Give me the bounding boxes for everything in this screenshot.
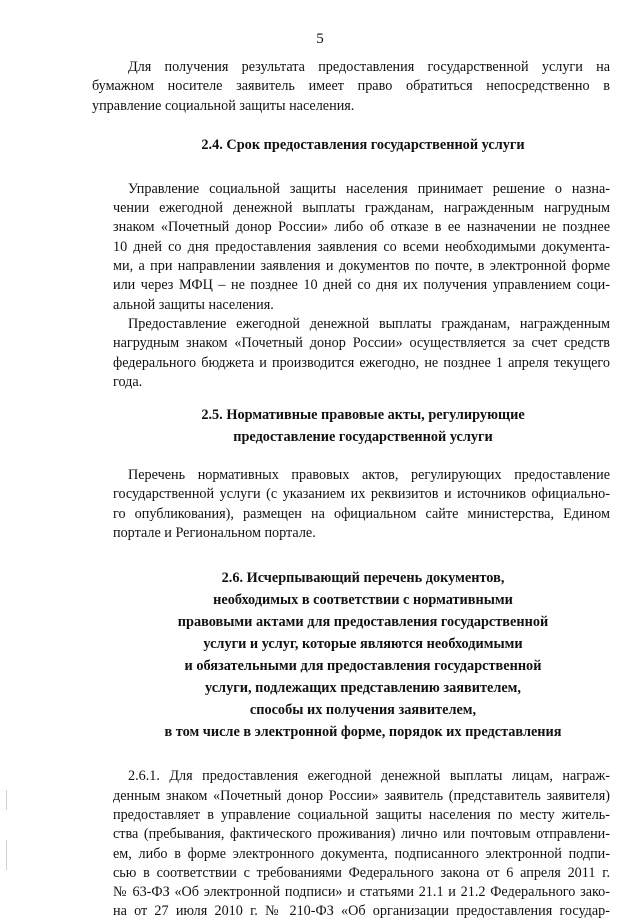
text-line: предоставляет в управление социальной защиты населения по месту житель- <box>113 806 610 823</box>
text-line: ми, а при направлении заявления и документов по почте, в электронной форме <box>113 258 610 275</box>
heading-line: услуги, подлежащих представлению заявителем, <box>205 680 521 697</box>
heading-line: 2.5. Нормативные правовые акты, регулирующие <box>201 407 525 424</box>
text-line: Перечень нормативных правовых актов, регулирующих предоставление <box>128 467 610 484</box>
heading-line: предоставление государственной услуги <box>233 429 493 446</box>
page-number: 5 <box>316 31 324 47</box>
heading-line: услуги и услуг, которые являются необходимыми <box>203 636 523 653</box>
heading-line: в том числе в электронной форме, порядок их представления <box>164 724 562 741</box>
text-line: альной защиты населения. <box>113 296 274 313</box>
heading-line: и обязательными для предоставления государственной <box>184 658 542 675</box>
text-line: на от 27 июля 2010 г. № 210-ФЗ «Об организации предоставления государ- <box>113 903 610 920</box>
text-line: портале и Региональном портале. <box>113 525 316 542</box>
text-line: № 63-ФЗ «Об электронной подписи» и статьями 21.1 и 21.2 Федерального зако- <box>113 884 610 901</box>
text-line: или через МФЦ – не позднее 10 дней со дня их получения управлением соци- <box>113 277 610 294</box>
text-line: Предоставление ежегодной денежной выплаты гражданам, награжденным <box>128 315 610 332</box>
text-line: управление социальной защиты населения. <box>92 97 355 114</box>
text-line: 10 дней со дня предоставления заявления со всеми необходимыми документа- <box>113 238 610 255</box>
paragraph <box>113 180 610 315</box>
text-line: денным знаком «Почетный донор России» заявитель (представитель заявителя) <box>113 787 610 804</box>
paragraph <box>113 466 610 543</box>
text-line: чении ежегодной денежной выплаты гражданам, награжденным нагрудным <box>113 200 610 217</box>
scan-artifact <box>6 790 7 810</box>
section-heading-2-4: 2.4. Срок предоставления государственной услуги <box>201 136 525 153</box>
heading-line: правовыми актами для предоставления государственной <box>177 614 549 631</box>
heading-line: 2.6. Исчерпывающий перечень документов, <box>221 570 505 587</box>
text-line: года. <box>113 373 143 390</box>
text-line: сью в соответствии с требованиями Федерального закона от 6 апреля 2011 г. <box>113 864 610 881</box>
text-line: бумажном носителе заявитель имеет право обратиться непосредственно в <box>92 78 610 95</box>
document-body <box>92 58 610 922</box>
text-line: го опубликования), размещен на официальном сайте министерства, Едином <box>113 505 610 522</box>
text-line: знаком «Почетный донор России» либо об отказе в ее назначении не позднее <box>113 219 610 236</box>
text-line: федерального бюджета и производится ежегодно, не позднее 1 апреля текущего <box>113 354 610 371</box>
paragraph <box>113 315 610 392</box>
section-heading-2-6 <box>116 567 610 743</box>
text-line: нагрудным знаком «Почетный донор России» осуществляется за счет средств <box>113 335 610 352</box>
text-line: ем, либо в форме электронного документа, подписанного электронной подпи- <box>113 845 610 862</box>
paragraph <box>92 58 610 116</box>
text-line: государственной услуги (с указанием их реквизитов и источников официально- <box>113 486 610 503</box>
heading-line: необходимых в соответствии с нормативными <box>213 592 513 609</box>
paragraph <box>113 767 610 921</box>
text-line: ства (пребывания, фактического проживания) лично или почтовым отправлени- <box>113 826 610 843</box>
scan-artifact <box>6 840 7 870</box>
heading-line: способы их получения заявителем, <box>249 702 477 719</box>
section-heading-2-5 <box>116 404 610 448</box>
text-line: Для получения результата предоставления государственной услуги на <box>128 59 610 75</box>
text-line: Управление социальной защиты населения принимает решение о назна- <box>128 180 610 197</box>
text-line: 2.6.1. Для предоставления ежегодной денежной выплаты лицам, награж- <box>128 768 610 785</box>
